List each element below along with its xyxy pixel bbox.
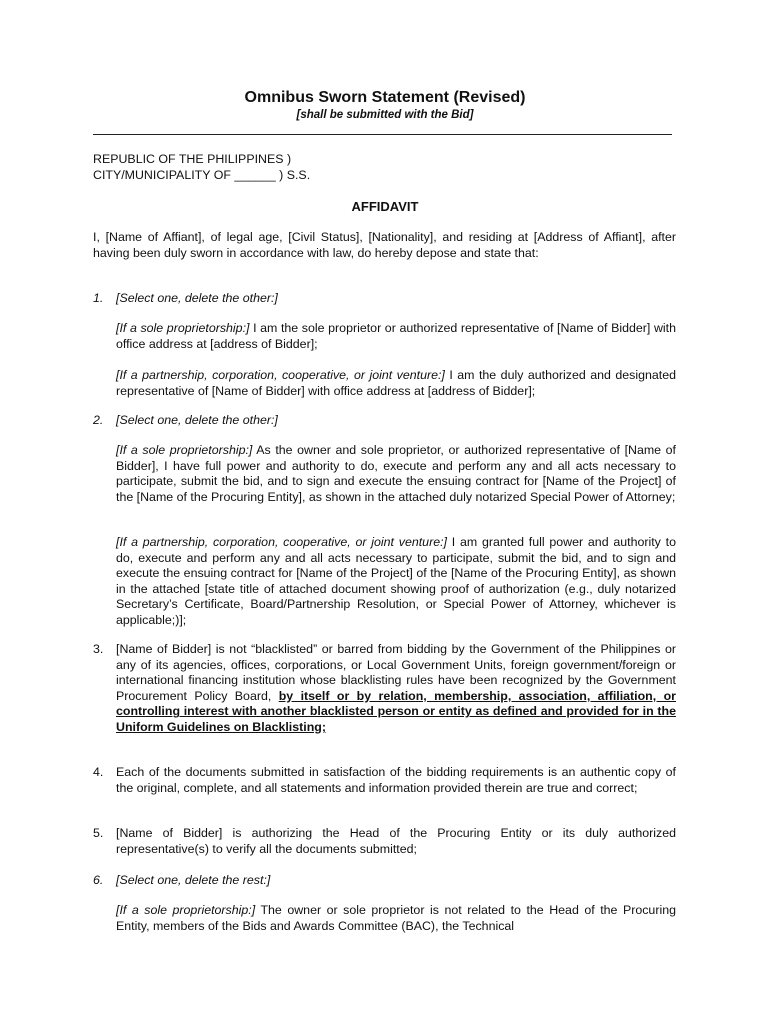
item-number: 3. — [93, 642, 104, 656]
option-text: I am granted full power and authority to do, execute and perform any and all acts necessary to participate, submit the bid, and to sign and execute the ensuing contract for [Name of the Project] of the [Name of the Procuring Entity], as shown in the attached [state title of attached document showing proof of authorization (e.g., duly notarized Secretary’s Certificate, Board/Partnership Resolution, or Special Power of Attorney, whichever is applicable;)]; — [116, 535, 676, 627]
option-label: [If a partnership, corporation, cooperative, or joint venture:] — [116, 368, 445, 382]
list-item-1 — [93, 291, 676, 307]
affidavit-heading: AFFIDAVIT — [351, 199, 419, 214]
item-text: [Select one, delete the other:] — [116, 413, 278, 427]
item-6-option-sole — [116, 903, 676, 934]
item-text-block — [116, 642, 676, 736]
item-text: [Select one, delete the other:] — [116, 291, 278, 305]
venue-block — [93, 152, 673, 183]
option-label: [If a partnership, corporation, cooperative, or joint venture:] — [116, 535, 447, 549]
item-text: [Name of Bidder] is authorizing the Head of the Procuring Entity or its duly authorized representative(s) to verify all the documents submitted; — [116, 826, 676, 856]
list-item-6 — [93, 873, 676, 889]
item-number: 4. — [93, 765, 104, 779]
list-item-2 — [93, 413, 676, 429]
item-1-option-partnership — [116, 368, 676, 399]
option-label: [If a sole proprietorship:] — [116, 321, 250, 335]
venue-line-city: CITY/MUNICIPALITY OF ______ ) S.S. — [93, 167, 311, 182]
option-text: I am the sole proprietor or authorized representative of [Name of Bidder] with office address at [address of Bidder]; — [116, 321, 676, 351]
option-text: As the owner and sole proprietor, or authorized representative of [Name of Bidder], I have full power and authority to do, execute and perform any and all acts necessary to participate, submit the bid, and to sign and execute the ensuing contract for [Name of the Project] of the [Name of the Procuring Entity], as shown in the attached duly notarized Special Power of Attorney; — [116, 443, 676, 504]
option-text: I am the duly authorized and designated representative of [Name of Bidder] with office address at [address of Bidder]; — [116, 368, 676, 398]
list-item-3 — [93, 642, 676, 736]
title-divider — [93, 134, 672, 135]
item-2-option-partnership — [116, 535, 676, 629]
intro-paragraph: I, [Name of Affiant], of legal age, [Civil Status], [Nationality], and residing at [Address of Affiant], after having been duly sworn in accordance with law, do hereby depose and state that: — [93, 230, 676, 260]
item-number: 5. — [93, 826, 104, 840]
document-title: Omnibus Sworn Statement (Revised) — [244, 89, 526, 106]
item-text: [Select one, delete the rest:] — [116, 873, 271, 887]
option-label: [If a sole proprietorship:] — [116, 443, 253, 457]
item-number: 6. — [93, 873, 104, 887]
item-number: 1. — [93, 291, 104, 305]
item-number: 2. — [93, 413, 104, 427]
item-2-option-sole — [116, 443, 676, 505]
item-1-option-sole — [116, 321, 676, 352]
option-label: [If a sole proprietorship:] — [116, 903, 256, 917]
option-text: The owner or sole proprietor is not related to the Head of the Procuring Entity, members of the Bids and Awards Committee (BAC), the Technical — [116, 903, 676, 933]
document-subtitle: [shall be submitted with the Bid] — [296, 109, 474, 121]
item-emphasis: by itself or by relation, membership, association, affiliation, or controlling interest with another blacklisted person or entity as defined and provided for in the Uniform Guidelines on Blacklisting; — [116, 688, 676, 734]
item-text: [Name of Bidder] is not “blacklisted” or barred from bidding by the Government of the Philippines or any of its agencies, offices, corporations, or Local Government Units, foreign government/foreign or international financing institution whose blacklisting rules have been recognized by the Government Procurement Policy Board, — [116, 642, 676, 703]
item-text: Each of the documents submitted in satisfaction of the bidding requirements is an authentic copy of the original, complete, and all statements and information provided therein are true and correct; — [116, 765, 676, 795]
list-item-4 — [93, 765, 676, 796]
venue-line-republic: REPUBLIC OF THE PHILIPPINES ) — [93, 152, 292, 166]
list-item-5 — [93, 826, 676, 857]
